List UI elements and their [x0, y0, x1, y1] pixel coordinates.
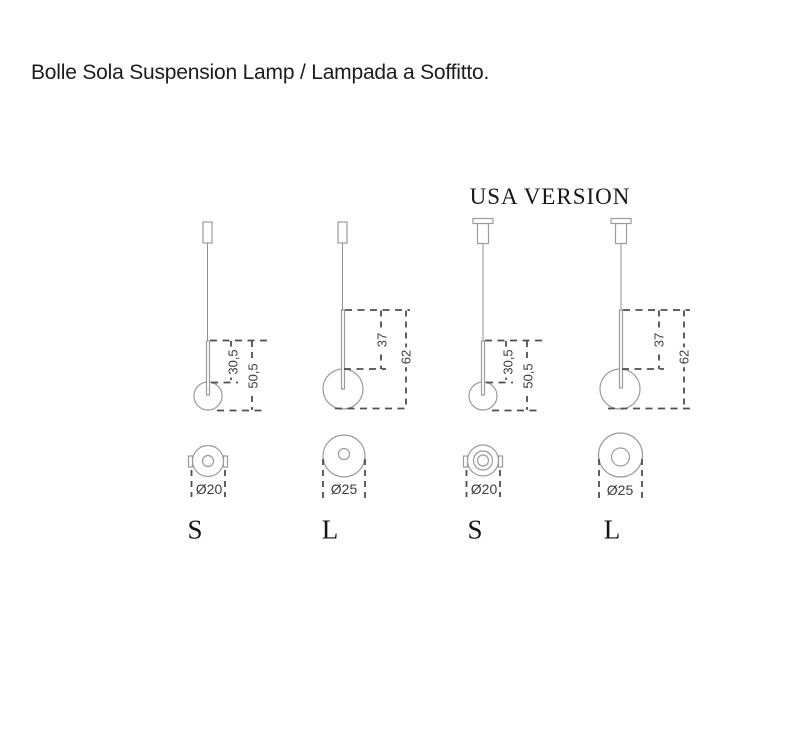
diameter-label-s-eu: Ø20 [195, 481, 223, 497]
diameter-label-l-eu: Ø25 [330, 481, 358, 497]
ceiling-canopy-body [616, 224, 627, 244]
diameter-label-l-usa: Ø25 [606, 482, 634, 498]
dim-total-l-eu: 62 [398, 347, 415, 367]
side-tab-left [189, 456, 193, 467]
ceiling-canopy-plate [473, 219, 493, 224]
center-hole [612, 448, 630, 466]
size-label-l-usa: L [603, 514, 621, 545]
side-tab-right [224, 456, 228, 467]
dim-upper-l-eu: 37 [374, 330, 391, 350]
side-view-l-usa [600, 219, 690, 410]
dim-total-s-eu: 50,5 [245, 360, 262, 391]
lamp-stem [620, 310, 623, 388]
center-ring-inner [478, 455, 489, 466]
side-tab-right [499, 456, 503, 467]
dim-upper-l-usa: 37 [651, 330, 668, 350]
ceiling-canopy-plate [611, 219, 631, 224]
dim-total-s-usa: 50,5 [520, 360, 537, 391]
ceiling-canopy [338, 222, 347, 243]
lamp-stem [342, 310, 345, 389]
dim-total-l-usa: 62 [676, 347, 693, 367]
ceiling-canopy [203, 222, 212, 243]
center-hole [339, 449, 350, 460]
size-label-s-eu: S [187, 514, 203, 545]
size-label-s-usa: S [467, 514, 483, 545]
side-tab-left [464, 456, 468, 467]
side-view-l-eu [323, 222, 410, 409]
usa-version-label: USA VERSION [469, 184, 631, 209]
lamp-stem [207, 341, 210, 395]
lamp-stem [482, 341, 485, 395]
diameter-label-s-usa: Ø20 [470, 481, 498, 497]
page-title: Bolle Sola Suspension Lamp / Lampada a Soffitto. [31, 61, 490, 84]
dim-upper-s-usa: 30,5 [500, 346, 517, 377]
ceiling-canopy-body [478, 224, 489, 244]
size-label-l-eu: L [321, 514, 339, 545]
dim-upper-s-eu: 30,5 [225, 346, 242, 377]
center-hole [203, 456, 214, 467]
